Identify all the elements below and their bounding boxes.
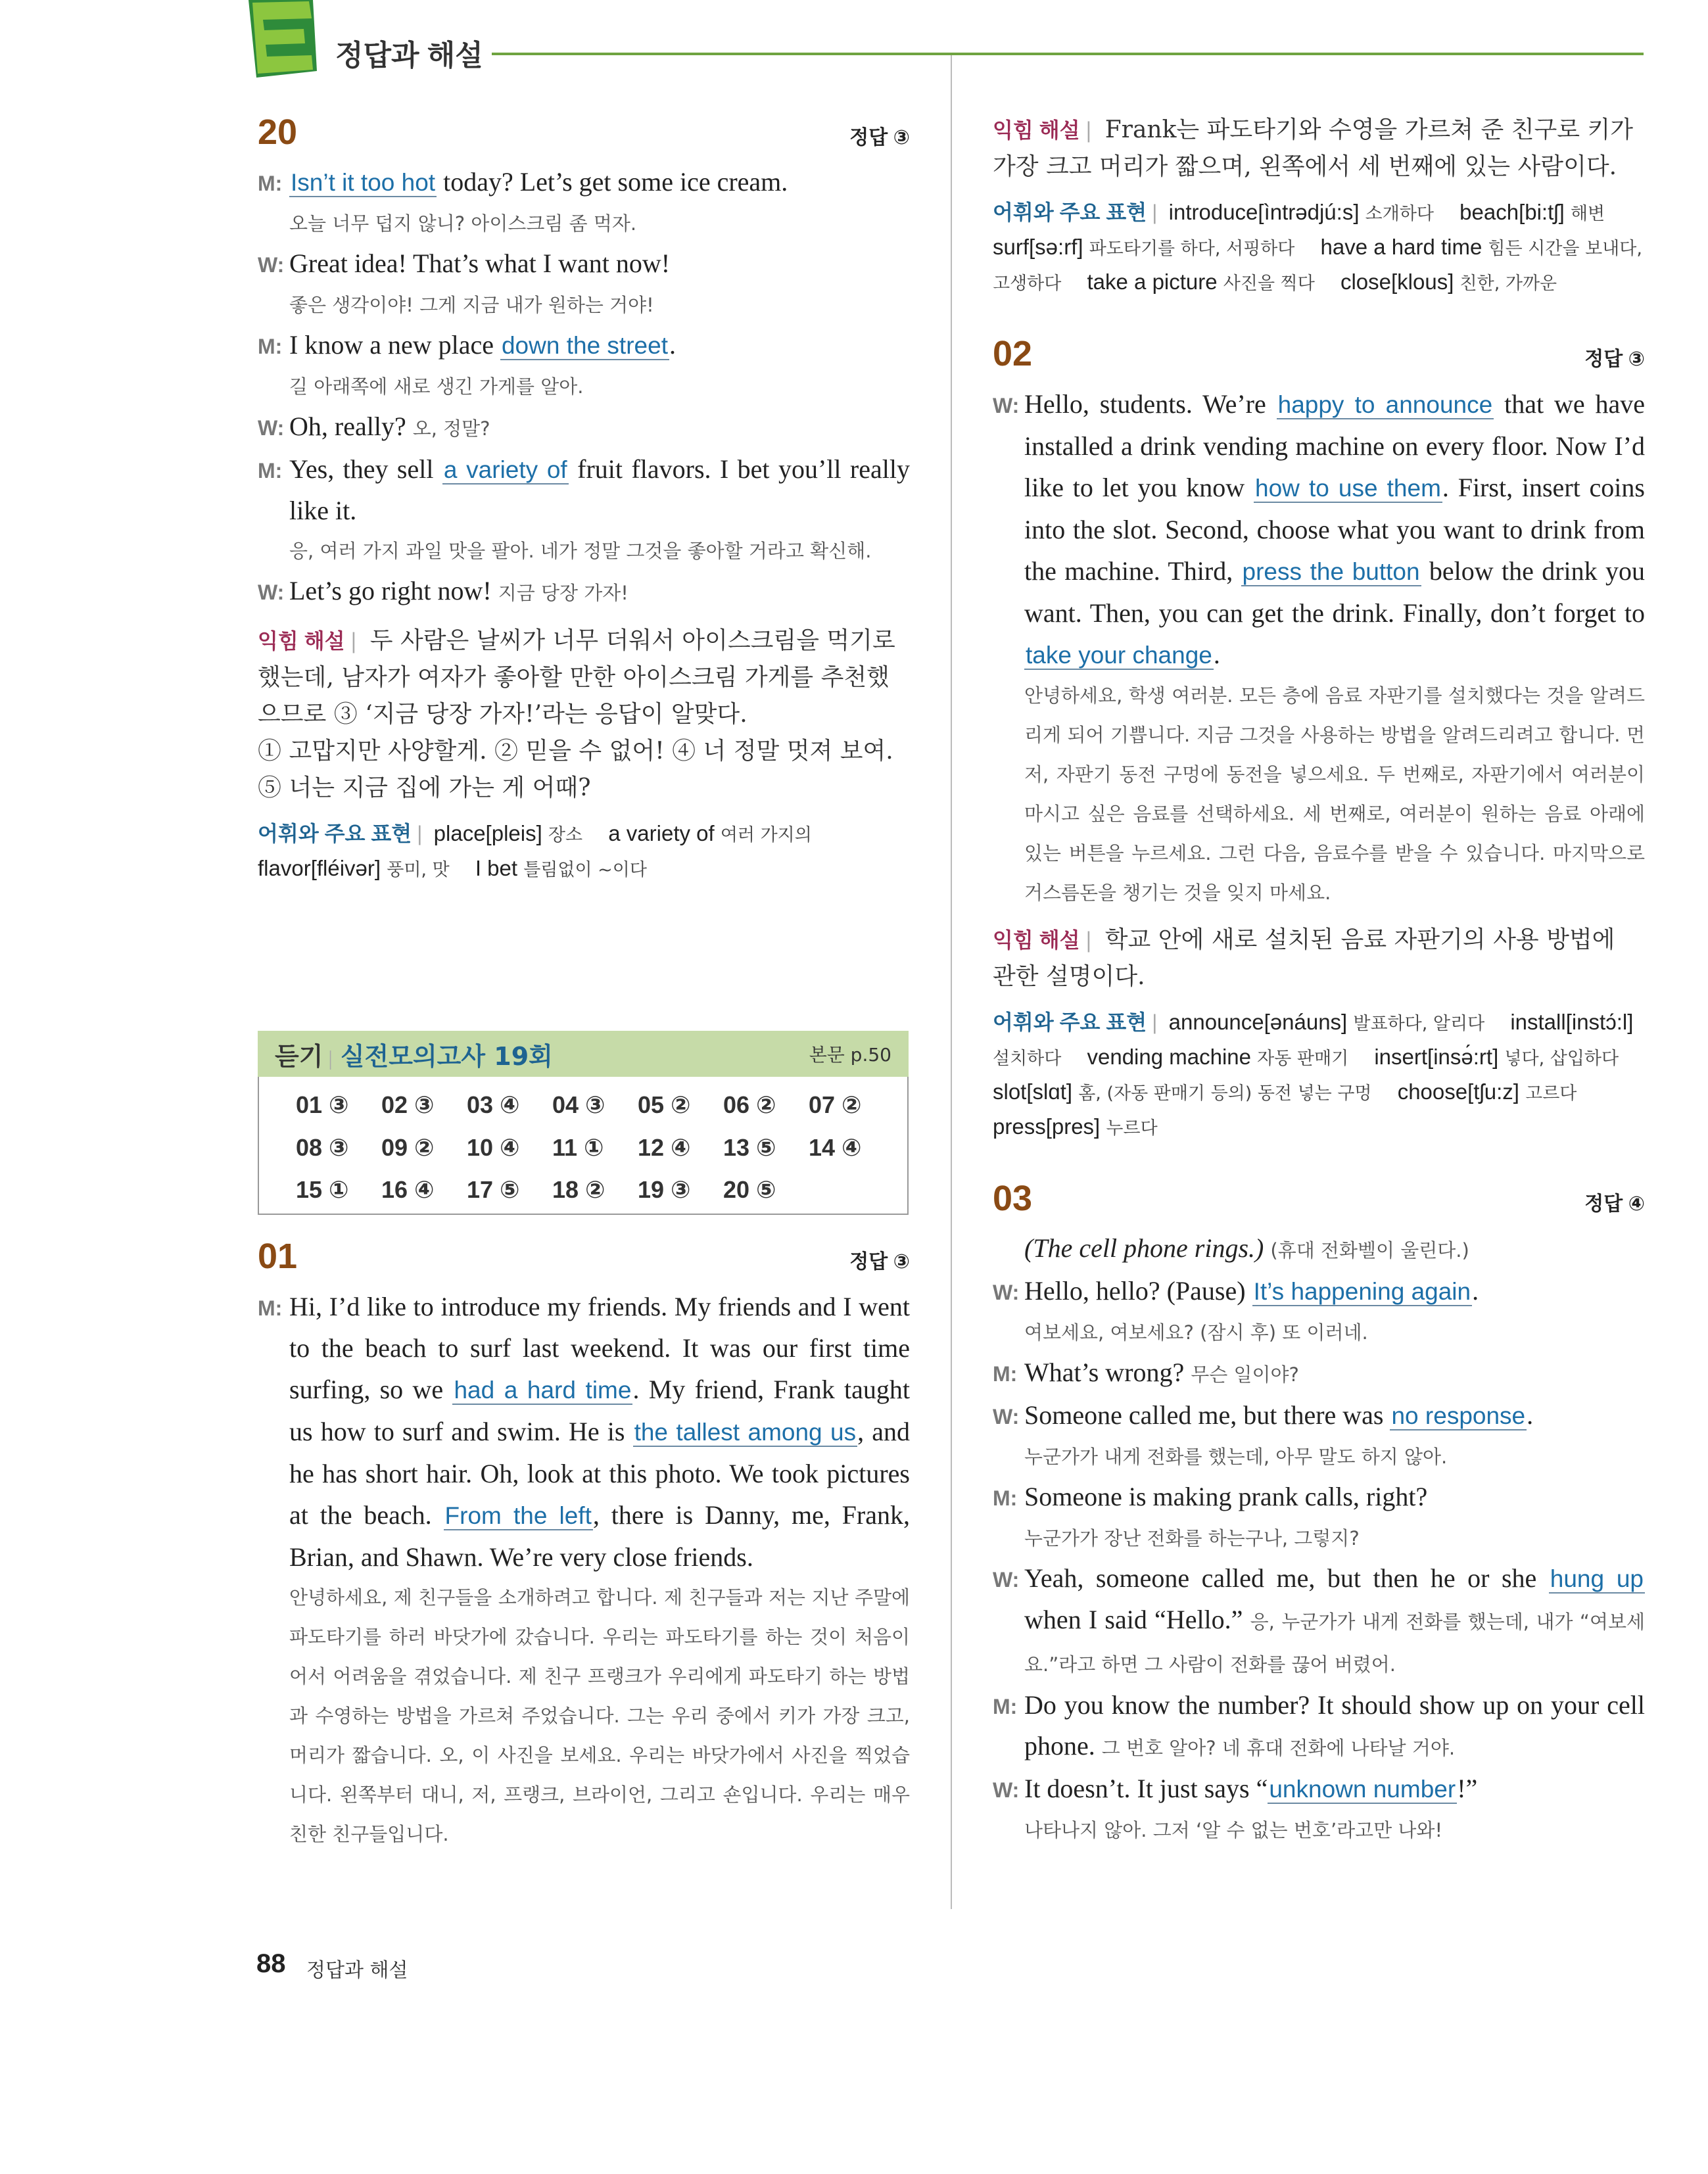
q01-monologue: [258, 1286, 910, 1578]
line-text: Great idea! That’s what I want now!: [289, 248, 671, 278]
dialogue-line: [993, 1768, 1645, 1810]
answer-cell: 14 ④: [809, 1133, 862, 1161]
vocab-word: surf[sə:rf]: [993, 235, 1089, 259]
blank-phrase: It’s happening again: [1253, 1278, 1471, 1305]
dialogue-text: [1024, 1271, 1645, 1312]
speaker-label: W:: [993, 1568, 1020, 1592]
q03-stage-direction: [993, 1228, 1645, 1271]
dialogue-line: [993, 1352, 1645, 1395]
dialogue-text: [1024, 1477, 1645, 1517]
vocab-word: I bet: [475, 856, 524, 880]
explanation-label: 익힘 해설: [993, 118, 1080, 142]
vocab-word: vending machine: [1087, 1045, 1258, 1069]
vocab-word: introduce[ìntrədjú:s]: [1168, 200, 1365, 224]
answer-cell: 16 ④: [381, 1176, 435, 1204]
translation: 오늘 너무 덥지 않니? 아이스크림 좀 먹자.: [289, 212, 637, 235]
blank-phrase: hung up: [1550, 1565, 1644, 1592]
explanation-text: 학교 안에 새로 설치된 음료 자판기의 사용 방법에 관한 설명이다.: [993, 926, 1615, 990]
answer-cell: 20 ⑤: [723, 1176, 776, 1204]
dialogue-line: [258, 406, 910, 449]
vocab-item: [1169, 1010, 1485, 1034]
answer-cell: 09 ②: [381, 1133, 435, 1161]
q20-vocab: 어휘와 주요 표현 | place[pleis] 장소 a variety of 여러 가지의 flavor[fléivər] 풍미, 맛 I bet 틀림없이 ~이다: [258, 821, 812, 880]
q01-explanation: 익힘 해설 | Frank는 파도타기와 수영을 가르쳐 준 친구로 키가 가장 크고 머리가 짧으며, 왼쪽에서 세 번째에 있는 사람이다.: [993, 116, 1634, 180]
blank-phrase: the tallest among us: [634, 1419, 857, 1446]
inline-translation: 지금 당장 가자!: [498, 582, 629, 604]
q20-explanation: 익힘 해설 | 두 사람은 날씨가 너무 더워서 아이스크림을 먹기로 했는데, 남자가 여자가 좋아할 만한 아이스크림 가게를 추천했으므로 ③ ‘지금 당장 가자!’라는 응답이 알맞다. ① 고맙지만 사양할게. ② 믿을 수 없어! ④ 너 정말 멋져 보여. ⑤ 너는 지금 집에 가는 게 어때?: [258, 627, 895, 801]
answer-cell: 13 ⑤: [723, 1133, 776, 1161]
answer-cell: 17 ⑤: [467, 1176, 520, 1204]
vocab-item: [258, 856, 450, 880]
left-column: [258, 112, 910, 887]
inline-translation: 오, 정말?: [412, 417, 490, 440]
vocab-gloss: 설치하다: [993, 1049, 1062, 1069]
answer-cell: 07 ②: [809, 1091, 862, 1118]
translation: 나타나지 않아. 그저 ‘알 수 없는 번호’라고만 나와!: [1024, 1819, 1443, 1841]
explanation-choices: ① 고맙지만 사양할게. ② 믿을 수 없어! ④ 너 정말 멋져 보여.: [258, 738, 893, 765]
answer-label: 정답 ③: [849, 1251, 910, 1273]
answer-cell: 15 ①: [296, 1176, 349, 1204]
explanation-label: 익힘 해설: [258, 629, 345, 653]
answer-cell: 08 ③: [296, 1133, 349, 1161]
monologue-text: . My friend, Frank taught us how to surf and swim. He is: [289, 1375, 911, 1446]
blank-phrase: press the button: [1242, 558, 1420, 585]
dialogue-text: [289, 571, 910, 613]
monologue-text: that we have installed a drink vending machine on every floor. Now I’d like to let you know: [1024, 389, 1645, 502]
vocab-item: [993, 1079, 1372, 1104]
q02-header: [993, 333, 1645, 374]
question-number: 20: [258, 112, 298, 152]
speaker-label: M:: [258, 1296, 283, 1320]
translation: 길 아래쪽에 새로 생긴 가게를 알아.: [289, 375, 584, 398]
line-text: Yeah, someone called me, but then he or she: [1024, 1563, 1549, 1593]
answer-grid: [258, 1077, 909, 1215]
q02-monologue: [993, 383, 1645, 676]
q20-dialogue: [258, 162, 910, 613]
monologue-text: below the drink you want. Then, you can get the drink. Finally, don’t forget to: [1024, 556, 1645, 628]
blank-phrase: down the street: [501, 332, 668, 359]
dialogue-line: [258, 162, 910, 204]
vocab-gloss: 자동 판매기: [1257, 1049, 1349, 1069]
vocab-gloss: 누르다: [1106, 1118, 1158, 1139]
vocab-word: a variety of: [608, 821, 721, 845]
vocab-gloss: 홈, (자동 판매기 등의) 동전 넣는 구멍: [1078, 1083, 1372, 1104]
page-number: 88: [256, 1949, 286, 1978]
translation: 여보세요, 여보세요? (잠시 후) 또 이러네.: [1024, 1321, 1368, 1344]
monologue-text: , and he has short hair. Oh, look at this photo. We took pictures at the beach.: [289, 1417, 910, 1530]
translation: 응, 여러 가지 과일 맛을 팔아. 네가 정말 그것을 좋아할 거라고 확신해.: [289, 540, 872, 562]
explanation-text: Frank는 파도타기와 수영을 가르쳐 준 친구로 키가 가장 크고 머리가 짧으며, 왼쪽에서 세 번째에 있는 사람이다.: [993, 116, 1634, 180]
answer-label: 정답 ③: [1584, 348, 1645, 370]
dialogue-line: [993, 1558, 1645, 1685]
line-text: .: [1472, 1276, 1479, 1306]
column-divider: [951, 55, 952, 1909]
right-column: [993, 112, 1645, 1850]
dialogue-text: [1024, 1768, 1645, 1810]
section-logo-icon: [249, 0, 321, 78]
dialogue-text: [289, 406, 910, 449]
vocab-item: [1169, 200, 1434, 224]
vocab-word: install[instɔ́:l]: [1510, 1010, 1634, 1034]
line-text: today? Let’s get some ice cream.: [437, 167, 788, 197]
dialogue-line: [993, 1477, 1645, 1519]
q02-vocab: 어휘와 주요 표현 | announce[ənáuns] 발표하다, 알리다 install[instɔ́:l] 설치하다 vending machine 자동 판매기 insert[insə́:rt] 넣다, 삽입하다 slot[slɑt] 홈, (자동 판매기 등의) 동전 넣는 구멍 choose[tʃu:z] 고르다 press[pres] 누르다: [993, 1010, 1634, 1139]
inline-translation: 응, 누군가가 내게 전화를 했는데, 내가 “여보세요.”라고 하면 그 사람이 전화를 끊어 버렸어.: [1024, 1611, 1645, 1676]
monologue-text: .: [1213, 640, 1220, 669]
vocab-label: 어휘와 주요 표현: [258, 822, 412, 845]
line-text: Hello, hello? (Pause): [1024, 1276, 1252, 1306]
monologue-text: , there is Danny, me, Frank, Brian, and Shawn. We’re very close friends.: [289, 1500, 911, 1572]
answer-cell: 19 ③: [638, 1176, 691, 1204]
explanation-label: 익힘 해설: [993, 928, 1080, 952]
speaker-label: M:: [258, 172, 283, 195]
dialogue-line: [993, 1395, 1645, 1437]
dialogue-text: [1024, 1395, 1645, 1436]
blank-phrase: Isn’t it too hot: [291, 169, 436, 196]
vocab-gloss: 풍미, 맛: [387, 860, 450, 880]
answer-box-header: 듣기 | 실전모의고사 19회 본문 p.50: [258, 1031, 909, 1077]
line-text: Oh, really?: [289, 412, 413, 441]
vocab-gloss: 소개하다: [1365, 204, 1434, 224]
answer-cell: 18 ②: [552, 1176, 605, 1204]
q01-vocab: 어휘와 주요 표현 | introduce[ìntrədjú:s] 소개하다 beach[bi:tʃ] 해변 surf[sə:rf] 파도타기를 하다, 서핑하다 have a hard time 힘든 시간을 보내다, 고생하다 take a picture 사진을 찍다 close[klous] 친한, 가까운: [993, 200, 1642, 294]
dialogue-line: [258, 243, 910, 285]
answer-label: 정답 ③: [849, 127, 910, 149]
vocab-word: close[klous]: [1340, 270, 1460, 294]
vocab-word: have a hard time: [1320, 235, 1488, 259]
dialogue-text: [289, 162, 910, 203]
vocab-item: [1087, 1045, 1349, 1069]
vocab-word: place[pleis]: [433, 821, 548, 845]
answer-box-subtitle: 실전모의고사 19회: [340, 1041, 553, 1071]
vocab-item: [1459, 200, 1605, 224]
vocab-word: announce[ənáuns]: [1168, 1010, 1354, 1034]
vocab-gloss: 사진을 찍다: [1223, 273, 1315, 294]
q02-translation: 안녕하세요, 학생 여러분. 모든 층에 음료 자판기를 설치했다는 것을 알려드리게 되어 기쁩니다. 지금 그것을 사용하는 방법을 알려드리려고 합니다. 먼저, 자판기 동전 구멍에 동전을 넣으세요. 두 번째로, 자판기에서 여러분이 마시고 싶은 음료를 선택하세요. 세 번째로, 여러분이 원하는 음료 아래에 있는 버튼을 누르세요. 그런 다음, 음료수를 받을 수 있습니다. 마지막으로 거스름돈을 챙기는 것을 잊지 마세요.: [1024, 684, 1645, 904]
dialogue-line: [258, 449, 910, 531]
question-number: 03: [993, 1179, 1033, 1218]
vocab-word: take a picture: [1087, 270, 1223, 294]
line-text: .: [669, 330, 676, 360]
dialogue-line: [993, 1685, 1645, 1768]
vocab-item: [1340, 270, 1557, 294]
speaker-label: W:: [258, 253, 285, 277]
vocab-gloss: 틀림없이 ~이다: [523, 860, 647, 880]
answer-cell: 03 ④: [467, 1091, 520, 1118]
vocab-item: [1398, 1079, 1577, 1104]
dialogue-line: [993, 1271, 1645, 1313]
vocab-item: [993, 235, 1294, 259]
line-text: Someone called me, but there was: [1024, 1400, 1390, 1430]
translation: 좋은 생각이야! 그게 지금 내가 원하는 거야!: [289, 294, 654, 316]
answer-box-page-ref: 본문 p.50: [809, 1044, 891, 1066]
blank-phrase: how to use them: [1255, 475, 1441, 502]
dialogue-text: [289, 243, 910, 284]
speaker-label: W:: [258, 416, 285, 440]
line-text: Do you know the number? It should show up on your cell phone.: [1024, 1690, 1645, 1760]
line-text: .: [1527, 1400, 1534, 1430]
blank-phrase: had a hard time: [454, 1377, 632, 1404]
speaker-label: M:: [993, 1486, 1018, 1510]
vocab-gloss: 파도타기를 하다, 서핑하다: [1089, 239, 1295, 259]
stage-translation: (휴대 전화벨이 울린다.): [1270, 1239, 1469, 1262]
line-text: when I said “Hello.”: [1024, 1605, 1250, 1634]
vocab-label: 어휘와 주요 표현: [993, 1010, 1147, 1034]
dialogue-line: [258, 325, 910, 367]
dialogue-text: [1024, 1352, 1645, 1395]
speaker-label: M:: [258, 459, 283, 483]
vocab-label: 어휘와 주요 표현: [993, 201, 1147, 224]
q03-header: [993, 1178, 1645, 1219]
vocab-item: [993, 1114, 1158, 1139]
monologue-text: Hello, students. We’re: [1024, 389, 1277, 419]
answer-cell: 02 ③: [381, 1091, 435, 1118]
blank-phrase: unknown number: [1269, 1776, 1456, 1803]
line-text: Yes, they sell: [289, 454, 442, 484]
dialogue-text: [289, 325, 910, 366]
speaker-label: M:: [258, 335, 283, 358]
inline-translation: 그 번호 알아? 네 휴대 전화에 나타날 거야.: [1101, 1737, 1456, 1759]
translation: 누군가가 내게 전화를 했는데, 아무 말도 하지 않아.: [1024, 1446, 1448, 1468]
vocab-word: press[pres]: [993, 1114, 1106, 1139]
answer-cell: 04 ③: [552, 1091, 605, 1118]
answer-cell: 06 ②: [723, 1091, 776, 1118]
vocab-item: [1087, 270, 1315, 294]
q02-explanation: 익힘 해설 | 학교 안에 새로 설치된 음료 자판기의 사용 방법에 관한 설명이다.: [993, 926, 1615, 990]
answer-cell: 12 ④: [638, 1133, 691, 1161]
vocab-word: insert[insə́:rt]: [1374, 1045, 1505, 1069]
answer-cell: 05 ②: [638, 1091, 691, 1118]
vocab-word: beach[bi:tʃ]: [1459, 200, 1571, 224]
q01-header: [258, 1236, 910, 1277]
line-text: Let’s go right now!: [289, 576, 498, 605]
vocab-gloss: 발표하다, 알리다: [1353, 1014, 1485, 1034]
vocab-gloss: 장소: [548, 825, 583, 845]
line-text: fruit flavors. I bet you’ll really like it.: [289, 454, 910, 525]
vocab-word: choose[tʃu:z]: [1397, 1079, 1526, 1104]
header-rule: [492, 53, 1644, 55]
answer-cell: 11 ①: [552, 1133, 604, 1161]
dialogue-text: [289, 449, 910, 531]
explanation-text: 두 사람은 날씨가 너무 더워서 아이스크림을 먹기로 했는데, 남자가 여자가 좋아할 만한 아이스크림 가게를 추천했으므로 ③ ‘지금 당장 가자!’라는 응답이 알맞다.: [258, 627, 895, 728]
line-text: !”: [1457, 1774, 1478, 1803]
dialogue-line: [258, 571, 910, 613]
speaker-label: W:: [993, 394, 1020, 417]
answer-label: 정답 ④: [1584, 1193, 1645, 1215]
translation: 누군가가 장난 전화를 하는구나, 그렇지?: [1024, 1527, 1360, 1549]
line-text: Someone is making prank calls, right?: [1024, 1482, 1428, 1511]
question-number: 02: [993, 334, 1033, 373]
blank-phrase: happy to announce: [1277, 391, 1493, 418]
vocab-gloss: 넣다, 삽입하다: [1504, 1049, 1619, 1069]
speaker-label: W:: [993, 1778, 1020, 1802]
blank-phrase: take your change: [1026, 642, 1212, 669]
monologue-text: . First, insert coins into the slot. Second, choose what you want to drink from the machine. Third,: [1024, 473, 1645, 586]
monologue-text: Hi, I’d like to introduce my friends. My friends and I went to the beach to surf last weekend. It was our first time surfing, so we: [289, 1292, 910, 1404]
q01-translation: 안녕하세요, 제 친구들을 소개하려고 합니다. 제 친구들과 저는 지난 주말에 파도타기를 하러 바닷가에 갔습니다. 우리는 파도타기를 하는 것이 처음이어서 어려움을 겪었습니다. 제 친구 프랭크가 우리에게 파도타기 하는 방법과 수영하는 방법을 가르쳐 주었습니다. 그는 우리 중에서 키가 가장 크고, 머리가 짧습니다. 오, 이 사진을 보세요. 우리는 바닷가에서 사진을 찍었습니다. 왼쪽부터 대니, 저, 프랭크, 브라이언, 그리고 숀입니다. 우리는 매우 친한 친구들입니다.: [289, 1586, 910, 1845]
vocab-word: flavor[fléivər]: [258, 856, 387, 880]
blank-phrase: a variety of: [443, 456, 567, 483]
q20-header: [258, 112, 910, 153]
vocab-gloss: 친한, 가까운: [1459, 273, 1557, 294]
speaker-label: M:: [993, 1362, 1018, 1386]
blank-phrase: no response: [1391, 1402, 1526, 1429]
speaker-label: W:: [993, 1281, 1020, 1304]
vocab-item: [475, 856, 647, 880]
speaker-label: W:: [258, 580, 285, 604]
question-number: 01: [258, 1237, 298, 1276]
dialogue-text: [1024, 1685, 1645, 1768]
vocab-item: [608, 821, 812, 845]
line-text: It doesn’t. It just says “: [1024, 1774, 1268, 1803]
stage-text: (The cell phone rings.): [1024, 1233, 1264, 1263]
q03-dialogue: [993, 1271, 1645, 1850]
header-title: 정답과 해설: [335, 39, 483, 72]
dialogue-text: [1024, 1558, 1645, 1685]
vocab-item: [1374, 1045, 1619, 1069]
vocab-gloss: 해변: [1570, 204, 1605, 224]
line-text: What’s wrong?: [1024, 1358, 1191, 1387]
vocab-gloss: 여러 가지의: [720, 825, 812, 845]
explanation-choices-2: ⑤ 너는 지금 집에 가는 게 어때?: [258, 774, 591, 801]
vocab-word: slot[slɑt]: [993, 1079, 1079, 1104]
answer-cell: 10 ④: [467, 1133, 520, 1161]
speaker-label: M:: [993, 1695, 1018, 1718]
q01-section: [258, 1236, 910, 1854]
vocab-gloss: 힘든 시간을 보내다, 고생하다: [993, 239, 1642, 294]
blank-phrase: From the left: [444, 1502, 592, 1529]
speaker-label: W:: [993, 1405, 1020, 1429]
answer-box-title: 듣기: [275, 1041, 323, 1071]
answer-cell: 01 ③: [296, 1091, 349, 1118]
line-text: I know a new place: [289, 330, 500, 360]
inline-translation: 무슨 일이야?: [1191, 1363, 1299, 1386]
vocab-gloss: 고르다: [1525, 1083, 1577, 1104]
vocab-item: [434, 821, 582, 845]
footer-text: 정답과 해설: [306, 1959, 408, 1982]
